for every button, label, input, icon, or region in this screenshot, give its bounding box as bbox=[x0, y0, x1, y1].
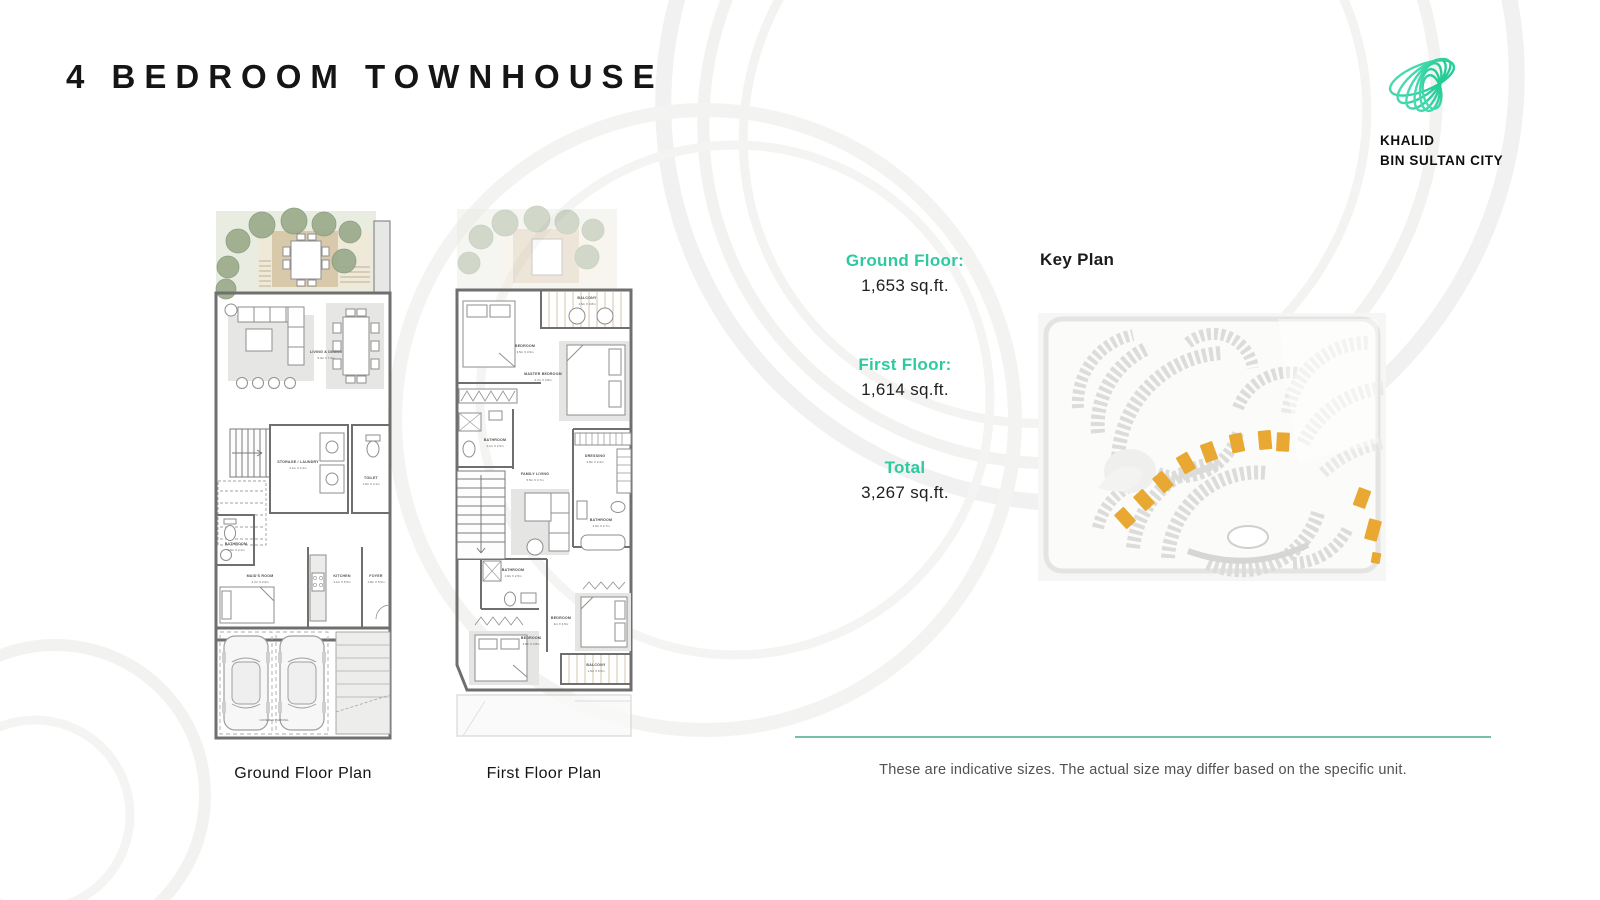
garage-side-shelves bbox=[336, 632, 390, 734]
lake bbox=[1228, 526, 1268, 548]
bed-icon bbox=[559, 341, 629, 421]
svg-text:BEDROOM: BEDROOM bbox=[550, 616, 572, 620]
svg-text:4.7m X 3.8m: 4.7m X 3.8m bbox=[534, 378, 552, 382]
svg-text:KITCHEN: KITCHEN bbox=[333, 574, 351, 578]
stairs-icon bbox=[230, 429, 270, 477]
bed-icon bbox=[575, 593, 631, 651]
brand-name-line1: KHALID bbox=[1380, 133, 1435, 148]
disclaimer-text: These are indicative sizes. The actual size may differ based on the specific unit. bbox=[879, 762, 1407, 778]
svg-text:4m X 3.5m: 4m X 3.5m bbox=[553, 622, 569, 626]
car-icon bbox=[278, 636, 326, 730]
svg-text:BATHROOM: BATHROOM bbox=[483, 438, 507, 442]
svg-text:BEDROOM: BEDROOM bbox=[520, 636, 542, 640]
bed-icon bbox=[463, 301, 515, 367]
svg-text:5.5m X 3.7m: 5.5m X 3.7m bbox=[526, 478, 544, 482]
svg-text:COVERED PARKING: COVERED PARKING bbox=[259, 718, 289, 722]
key-plan-title: Key Plan bbox=[1040, 250, 1115, 269]
bed-icon bbox=[220, 587, 274, 623]
svg-text:MASTER BEDROOM: MASTER BEDROOM bbox=[524, 372, 562, 376]
washer-dryer-icon bbox=[320, 433, 344, 493]
svg-text:BATHROOM: BATHROOM bbox=[589, 518, 613, 522]
svg-text:2.1m X 2.5m: 2.1m X 2.5m bbox=[486, 444, 504, 448]
svg-text:3.8m X 2.4m: 3.8m X 2.4m bbox=[586, 460, 604, 464]
svg-text:DRESSING: DRESSING bbox=[584, 454, 606, 458]
svg-text:FAMILY LIVING: FAMILY LIVING bbox=[520, 472, 550, 476]
svg-text:TOILET: TOILET bbox=[364, 476, 378, 480]
footer-divider bbox=[795, 736, 1491, 738]
svg-text:1.8m X 5.5m: 1.8m X 5.5m bbox=[367, 580, 385, 584]
svg-text:3.5m X 3.9m: 3.5m X 3.9m bbox=[516, 350, 534, 354]
balcony-bottom bbox=[561, 654, 631, 684]
total-area-value: 3,267 sq.ft. bbox=[861, 483, 949, 502]
room-label: LIVING & DINING bbox=[309, 350, 343, 354]
stairs-icon bbox=[457, 471, 505, 559]
svg-text:BALCONY: BALCONY bbox=[577, 296, 597, 300]
toilet-icon bbox=[221, 519, 237, 561]
balcony-top bbox=[541, 290, 631, 328]
bathroom-fixtures bbox=[459, 411, 502, 457]
caption-ground-floor: Ground Floor Plan bbox=[234, 765, 372, 782]
total-area-label: Total bbox=[884, 458, 926, 477]
svg-text:3.0m X 2.7m: 3.0m X 2.7m bbox=[592, 524, 610, 528]
svg-text:1.6m X 2.1m: 1.6m X 2.1m bbox=[362, 482, 380, 486]
page-title: 4 BEDROOM TOWNHOUSE bbox=[66, 58, 664, 95]
kitchen-counter-icon bbox=[310, 555, 326, 621]
svg-text:1.5m X 5.5m: 1.5m X 5.5m bbox=[587, 669, 605, 673]
room-dims: 5.3m X 7.4m bbox=[317, 356, 335, 360]
first-floor-area-label: First Floor: bbox=[858, 355, 952, 374]
svg-text:BEDROOM: BEDROOM bbox=[514, 344, 536, 348]
svg-text:STORAGE / LAUNDRY: STORAGE / LAUNDRY bbox=[277, 460, 319, 464]
svg-text:BATHROOM: BATHROOM bbox=[224, 542, 248, 546]
floor-plan-first bbox=[455, 205, 633, 740]
car-icon bbox=[222, 636, 270, 730]
svg-text:BALCONY: BALCONY bbox=[586, 663, 606, 667]
svg-text:1.5m X 2.1m: 1.5m X 2.1m bbox=[227, 548, 245, 552]
garden bbox=[216, 208, 390, 299]
svg-text:1.5m X 3.8m: 1.5m X 3.8m bbox=[578, 302, 596, 306]
caption-first-floor: First Floor Plan bbox=[486, 765, 602, 782]
brand-name-line2: BIN SULTAN CITY bbox=[1380, 152, 1504, 168]
svg-text:FOYER: FOYER bbox=[369, 574, 383, 578]
svg-text:2.1m X 2.4m: 2.1m X 2.4m bbox=[289, 466, 307, 470]
ground-floor-area-label: Ground Floor: bbox=[845, 251, 965, 270]
toilet-icon bbox=[366, 435, 380, 457]
svg-text:1.9m X 2.5m: 1.9m X 2.5m bbox=[504, 574, 522, 578]
key-plan-map bbox=[1038, 313, 1386, 581]
svg-text:3.8m X 3.8m: 3.8m X 3.8m bbox=[522, 642, 540, 646]
lower-floor-ghost bbox=[457, 695, 631, 736]
svg-text:BATHROOM: BATHROOM bbox=[501, 568, 525, 572]
ground-floor-area-value: 1,653 sq.ft. bbox=[861, 276, 949, 295]
floor-plan-ground bbox=[214, 207, 392, 740]
closet-rail bbox=[475, 617, 523, 625]
brand-logo bbox=[1362, 48, 1532, 170]
closet-rail bbox=[459, 389, 517, 403]
garden-ghost bbox=[457, 206, 617, 289]
svg-text:MAID'S ROOM: MAID'S ROOM bbox=[246, 574, 274, 578]
svg-text:2.7m X 2.9m: 2.7m X 2.9m bbox=[251, 580, 269, 584]
brand-logo-icon bbox=[1362, 48, 1494, 124]
first-floor-area-value: 1,614 sq.ft. bbox=[861, 380, 949, 399]
closet-rail bbox=[583, 582, 625, 589]
svg-text:4.1m X 5.5m: 4.1m X 5.5m bbox=[333, 580, 351, 584]
